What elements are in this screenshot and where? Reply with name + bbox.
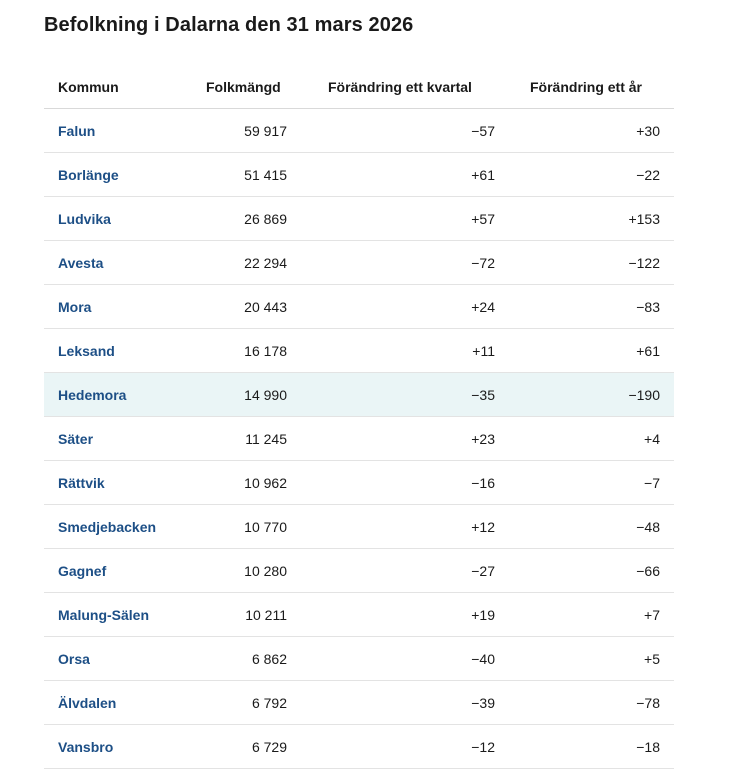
table-row	[44, 725, 674, 769]
kommun-link[interactable]: Smedjebacken	[44, 505, 184, 549]
forandring-ar-cell: +153	[495, 197, 674, 241]
table-row	[44, 197, 674, 241]
table-row	[44, 241, 674, 285]
forandring-ar-cell: +5	[495, 637, 674, 681]
folkmangd-cell: 22 294	[184, 241, 291, 285]
forandring-ar-cell: −78	[495, 681, 674, 725]
kommun-link[interactable]: Falun	[44, 109, 184, 153]
column-header-kommun[interactable]: Kommun	[44, 66, 184, 109]
folkmangd-cell: 6 862	[184, 637, 291, 681]
kommun-link[interactable]: Vansbro	[44, 725, 184, 769]
forandring-ar-cell: +61	[495, 329, 674, 373]
table-row	[44, 153, 674, 197]
kommun-link[interactable]: Gagnef	[44, 549, 184, 593]
table-header	[44, 66, 674, 109]
forandring-kvartal-cell: −72	[291, 241, 495, 285]
forandring-ar-cell: −22	[495, 153, 674, 197]
forandring-ar-cell: −83	[495, 285, 674, 329]
table-row	[44, 373, 674, 417]
table-row	[44, 109, 674, 153]
kommun-link[interactable]: Orsa	[44, 637, 184, 681]
kommun-link[interactable]: Avesta	[44, 241, 184, 285]
forandring-kvartal-cell: +61	[291, 153, 495, 197]
folkmangd-cell: 11 245	[184, 417, 291, 461]
forandring-kvartal-cell: −35	[291, 373, 495, 417]
kommun-link[interactable]: Säter	[44, 417, 184, 461]
forandring-ar-cell: −190	[495, 373, 674, 417]
forandring-ar-cell: −7	[495, 461, 674, 505]
column-header-folkmangd[interactable]: Folkmängd	[184, 66, 291, 109]
forandring-ar-cell: −66	[495, 549, 674, 593]
forandring-kvartal-cell: −16	[291, 461, 495, 505]
kommun-link[interactable]: Borlänge	[44, 153, 184, 197]
population-table	[44, 66, 674, 769]
forandring-ar-cell: +30	[495, 109, 674, 153]
column-header-forandring-kvartal[interactable]: Förändring ett kvartal	[291, 66, 495, 109]
forandring-kvartal-cell: +23	[291, 417, 495, 461]
table-row	[44, 549, 674, 593]
kommun-link[interactable]: Rättvik	[44, 461, 184, 505]
folkmangd-cell: 6 729	[184, 725, 291, 769]
forandring-kvartal-cell: +19	[291, 593, 495, 637]
folkmangd-cell: 10 211	[184, 593, 291, 637]
forandring-kvartal-cell: +24	[291, 285, 495, 329]
folkmangd-cell: 14 990	[184, 373, 291, 417]
forandring-kvartal-cell: −40	[291, 637, 495, 681]
forandring-kvartal-cell: −57	[291, 109, 495, 153]
table-row	[44, 637, 674, 681]
forandring-kvartal-cell: +57	[291, 197, 495, 241]
folkmangd-cell: 10 770	[184, 505, 291, 549]
forandring-ar-cell: −122	[495, 241, 674, 285]
forandring-kvartal-cell: −39	[291, 681, 495, 725]
forandring-kvartal-cell: −12	[291, 725, 495, 769]
kommun-link[interactable]: Hedemora	[44, 373, 184, 417]
folkmangd-cell: 6 792	[184, 681, 291, 725]
kommun-link[interactable]: Malung-Sälen	[44, 593, 184, 637]
table-row	[44, 285, 674, 329]
table-body	[44, 109, 674, 769]
folkmangd-cell: 26 869	[184, 197, 291, 241]
kommun-link[interactable]: Mora	[44, 285, 184, 329]
folkmangd-cell: 20 443	[184, 285, 291, 329]
folkmangd-cell: 16 178	[184, 329, 291, 373]
folkmangd-cell: 10 280	[184, 549, 291, 593]
forandring-kvartal-cell: +11	[291, 329, 495, 373]
folkmangd-cell: 59 917	[184, 109, 291, 153]
forandring-kvartal-cell: +12	[291, 505, 495, 549]
table-row	[44, 461, 674, 505]
folkmangd-cell: 51 415	[184, 153, 291, 197]
table-row	[44, 593, 674, 637]
table-row	[44, 329, 674, 373]
table-row	[44, 681, 674, 725]
kommun-link[interactable]: Älvdalen	[44, 681, 184, 725]
page-title: Befolkning i Dalarna den 31 mars 2026	[44, 14, 414, 36]
forandring-ar-cell: +4	[495, 417, 674, 461]
forandring-kvartal-cell: −27	[291, 549, 495, 593]
header-row	[44, 66, 674, 109]
folkmangd-cell: 10 962	[184, 461, 291, 505]
table-row	[44, 417, 674, 461]
forandring-ar-cell: +7	[495, 593, 674, 637]
column-header-forandring-ar[interactable]: Förändring ett år	[495, 66, 674, 109]
table-row	[44, 505, 674, 549]
forandring-ar-cell: −48	[495, 505, 674, 549]
forandring-ar-cell: −18	[495, 725, 674, 769]
kommun-link[interactable]: Ludvika	[44, 197, 184, 241]
kommun-link[interactable]: Leksand	[44, 329, 184, 373]
